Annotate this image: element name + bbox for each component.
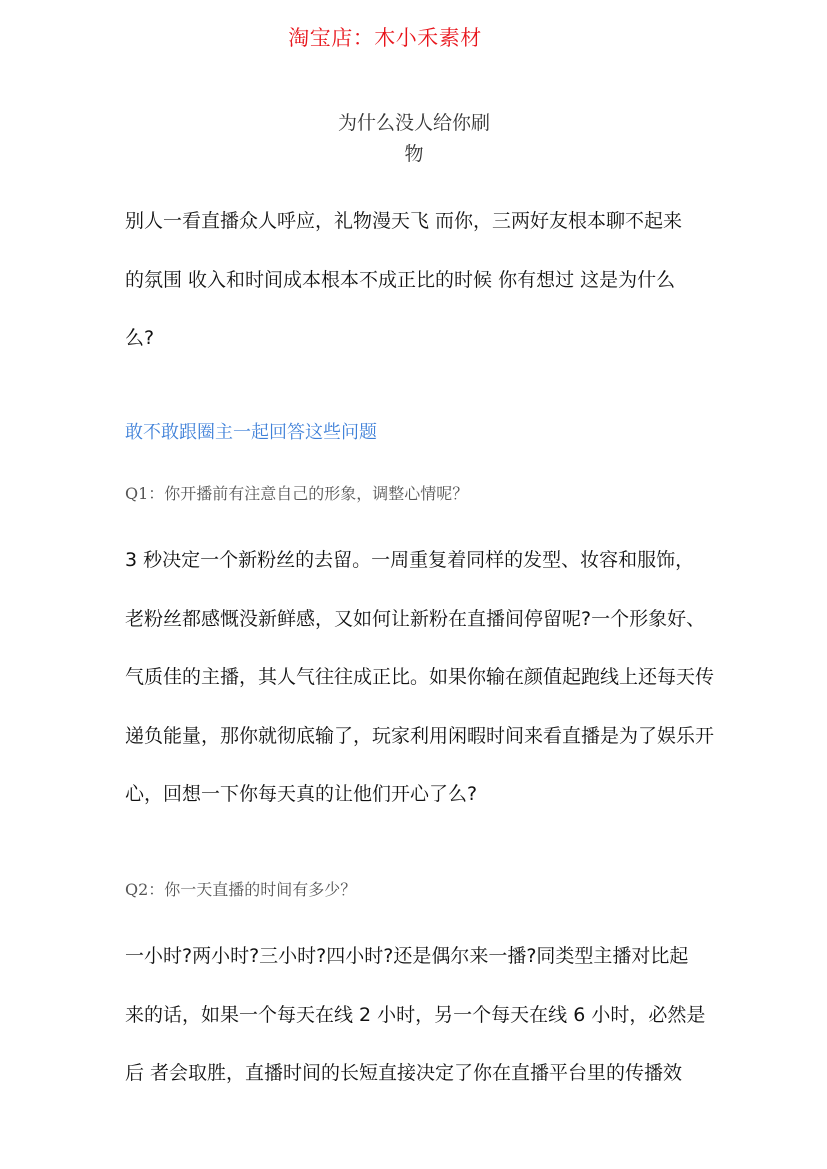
article-title <box>300 108 528 170</box>
intro-paragraph <box>125 192 715 368</box>
answer-2-paragraph <box>125 927 715 1103</box>
watermark-shop-name: 淘宝店：木小禾素材 <box>288 26 482 50</box>
paragraph-line: 3 秒决定一个新粉丝的去留。一周重复着同样的发型、妆容和服饰， <box>125 549 695 571</box>
paragraph-line: 后 者会取胜，直播时间的长短直接决定了你在直播平台里的传播效 <box>125 1062 683 1084</box>
paragraph-line: 老粉丝都感慨没新鲜感，又如何让新粉在直播间停留呢?一个形象好、 <box>125 607 706 630</box>
paragraph-line: 别人一看直播众人呼应，礼物漫天飞 而你，三两好友根本聊不起来 <box>125 210 683 232</box>
paragraph-line: 的氛围 收入和时间成本根本不成正比的时候 你有想过 这是为什么 <box>125 268 676 291</box>
paragraph-line: 来的话，如果一个每天在线 2 小时，另一个每天在线 6 小时，必然是 <box>125 1003 706 1026</box>
paragraph-line: 么? <box>125 327 155 349</box>
paragraph-line: 心，回想一下你每天真的让他们开心了么? <box>125 783 478 805</box>
title-line-2: 物 <box>404 143 424 165</box>
paragraph-line: 气质佳的主播，其人气往往成正比。如果你输在颜值起跑线上还每天传 <box>125 666 715 688</box>
answer-1-paragraph <box>125 531 715 824</box>
question-2: Q2：你一天直播的时间有多少？ <box>125 880 357 899</box>
question-1: Q1：你开播前有注意自己的形象，调整心情呢？ <box>125 484 469 503</box>
paragraph-line: 一小时?两小时?三小时?四小时?还是偶尔来一播?同类型主播对比起 <box>125 945 689 967</box>
paragraph-line: 递负能量，那你就彻底输了，玩家利用闲暇时间来看直播是为了娱乐开 <box>125 724 715 747</box>
section-heading: 敢不敢跟圈主一起回答这些问题 <box>125 422 377 443</box>
title-line-1: 为什么没人给你刷 <box>337 112 490 134</box>
